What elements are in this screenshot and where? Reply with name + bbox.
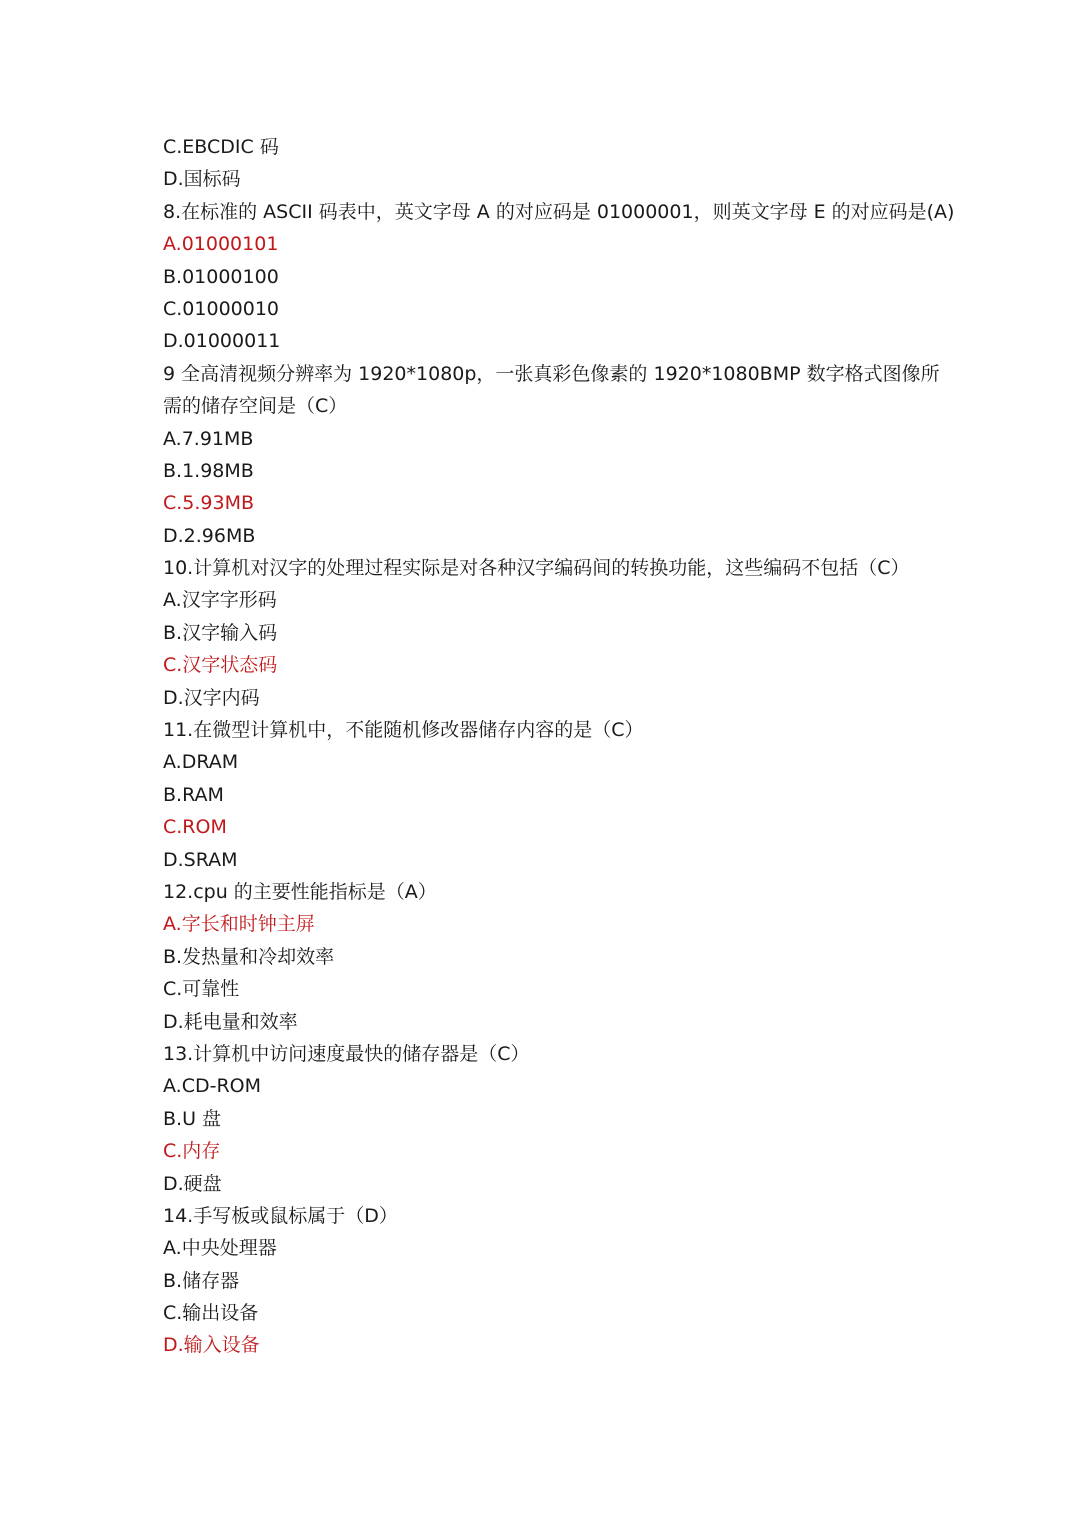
text-line: B.1.98MB xyxy=(163,459,254,482)
text-line: 11.在微型计算机中，不能随机修改器储存内容的是（C） xyxy=(163,719,644,742)
answer-option-line: A.01000101 xyxy=(163,233,279,256)
text-line: D.2.96MB xyxy=(163,524,256,547)
text-line: C.EBCDIC 码 xyxy=(163,136,279,158)
text-line: B.发热量和冷却效率 xyxy=(163,945,335,968)
text-line: B.01000100 xyxy=(163,265,279,288)
text-line: D.硬盘 xyxy=(163,1172,222,1195)
text-line: 13.计算机中访问速度最快的储存器是（C） xyxy=(163,1042,530,1065)
text-line: A.CD-ROM xyxy=(163,1075,262,1098)
text-line: C.01000010 xyxy=(163,297,280,320)
question-list xyxy=(163,131,955,1362)
text-line: B.U 盘 xyxy=(163,1107,222,1130)
text-line: A.汉字字形码 xyxy=(163,589,277,612)
text-line: B.汉字输入码 xyxy=(163,621,278,644)
text-line: 9 全高清视频分辨率为 1920*1080p，一张真彩色像素的 1920*1080BMP 数字格式图像所 xyxy=(163,362,940,385)
answer-option-line: C.5.93MB xyxy=(163,492,255,515)
text-line: A.DRAM xyxy=(163,751,239,774)
answer-option-line: A.字长和时钟主屏 xyxy=(163,913,315,936)
text-line: D.汉字内码 xyxy=(163,686,260,709)
text-line: B.储存器 xyxy=(163,1269,240,1292)
text-line: D.SRAM xyxy=(163,848,238,871)
text-line: B.RAM xyxy=(163,783,224,806)
text-line: D.01000011 xyxy=(163,330,281,353)
text-line: D.国标码 xyxy=(163,168,241,191)
text-line: D.耗电量和效率 xyxy=(163,1010,298,1033)
text-line: A.7.91MB xyxy=(163,427,254,450)
text-line: 8.在标准的 ASCII 码表中，英文字母 A 的对应码是 01000001，则英文字母 E 的对应码是(A) xyxy=(163,200,955,223)
text-line: C.可靠性 xyxy=(163,978,240,1001)
answer-option-line: C.ROM xyxy=(163,816,227,839)
text-line: 12.cpu 的主要性能指标是（A） xyxy=(163,880,437,903)
text-line: A.中央处理器 xyxy=(163,1237,277,1260)
answer-option-line: C.内存 xyxy=(163,1140,221,1163)
text-line: 10.计算机对汉字的处理过程实际是对各种汉字编码间的转换功能，这些编码不包括（C） xyxy=(163,557,910,580)
text-line: C.输出设备 xyxy=(163,1302,259,1325)
text-line: 需的储存空间是（C） xyxy=(163,395,348,418)
answer-option-line: D.输入设备 xyxy=(163,1334,260,1357)
text-line: 14.手写板或鼠标属于（D） xyxy=(163,1204,398,1227)
answer-option-line: C.汉字状态码 xyxy=(163,654,278,677)
